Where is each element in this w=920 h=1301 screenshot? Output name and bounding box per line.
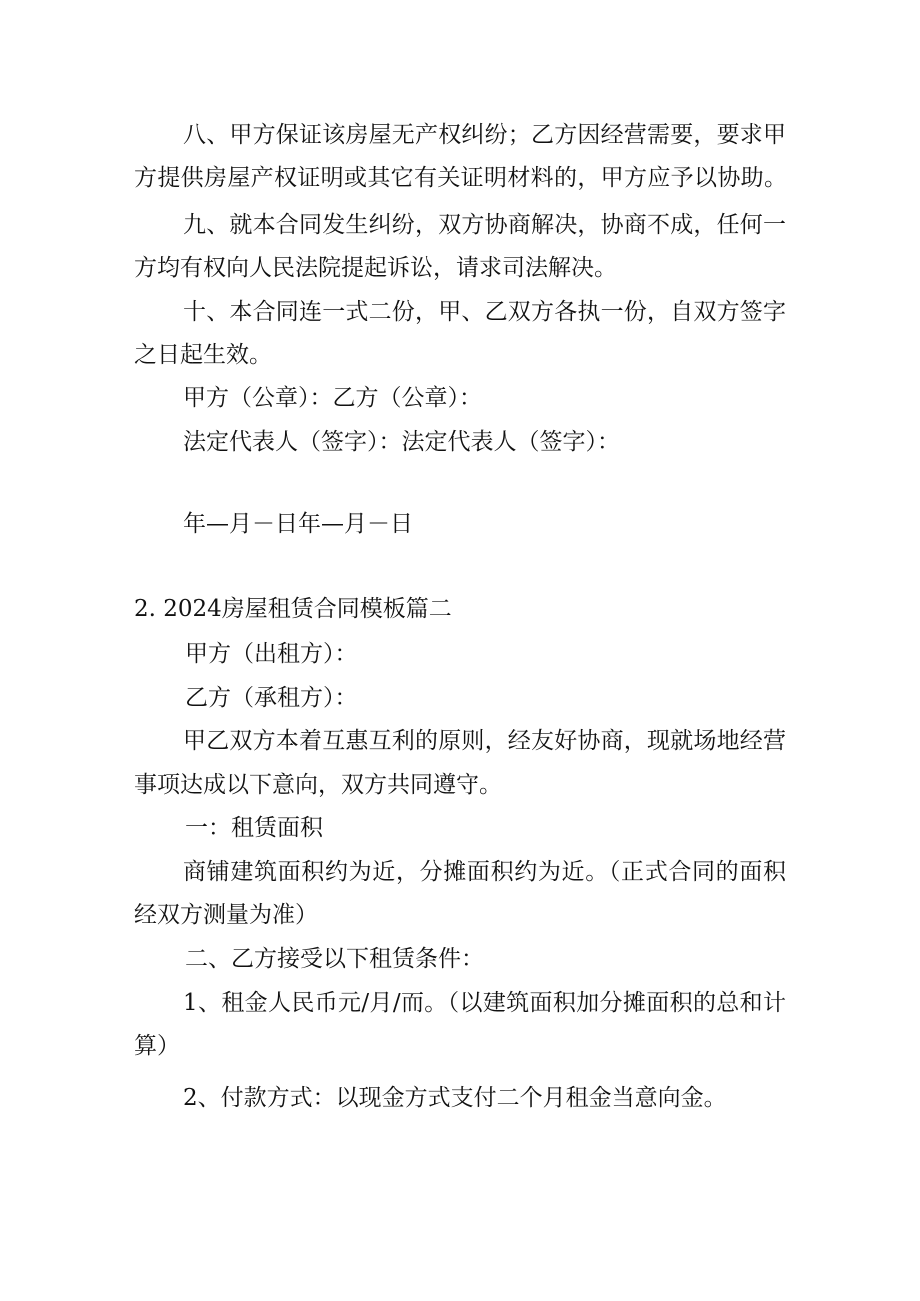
section-title: 2. 2024房屋租赁合同模板篇二 (134, 596, 452, 622)
clause-9-line-2: 方均有权向人民法院提起诉讼，请求司法解决。 (134, 255, 617, 281)
clause-8-line-2: 方提供房屋产权证明或其它有关证明材料的，甲方应予以协助。 (134, 165, 787, 191)
condition-1-line-2: 算） (134, 1033, 180, 1059)
seal-line: 甲方（公章）：乙方（公章）： (183, 385, 482, 411)
representative-signature-line: 法定代表人（签字）：法定代表人（签字）： (183, 429, 620, 455)
party-b-label: 乙方（承租方）： (185, 685, 358, 711)
party-a-label: 甲方（出租方）： (185, 641, 358, 667)
intro-line-2: 事项达成以下意向，双方共同遵守。 (134, 772, 502, 798)
condition-1-line-1: 1、租金人民币元/月/而。（以建筑面积加分摊面积的总和计 (183, 990, 786, 1016)
clause-9-line-1: 九、就本合同发生纠纷，双方协商解决，协商不成，任何一 (183, 212, 786, 238)
clause-8-line-1: 八、甲方保证该房屋无产权纠纷；乙方因经营需要，要求甲 (183, 122, 786, 148)
area-heading: 一：租赁面积 (185, 815, 323, 841)
condition-2: 2、付款方式：以现金方式支付二个月租金当意向金。 (183, 1085, 727, 1111)
area-text-line-1: 商铺建筑面积约为近，分摊面积约为近。（正式合同的面积 (183, 859, 786, 885)
intro-line-1: 甲乙双方本着互惠互利的原则，经友好协商，现就场地经营 (183, 728, 786, 754)
area-text-line-2: 经双方测量为准） (134, 902, 318, 928)
clause-10-line-1: 十、本合同连一式二份，甲、乙双方各执一份，自双方签字 (183, 299, 786, 325)
date-line: 年—月－日年—月－日 (183, 511, 413, 537)
conditions-heading: 二、乙方接受以下租赁条件： (185, 946, 484, 972)
clause-10-line-2: 之日起生效。 (134, 342, 272, 368)
